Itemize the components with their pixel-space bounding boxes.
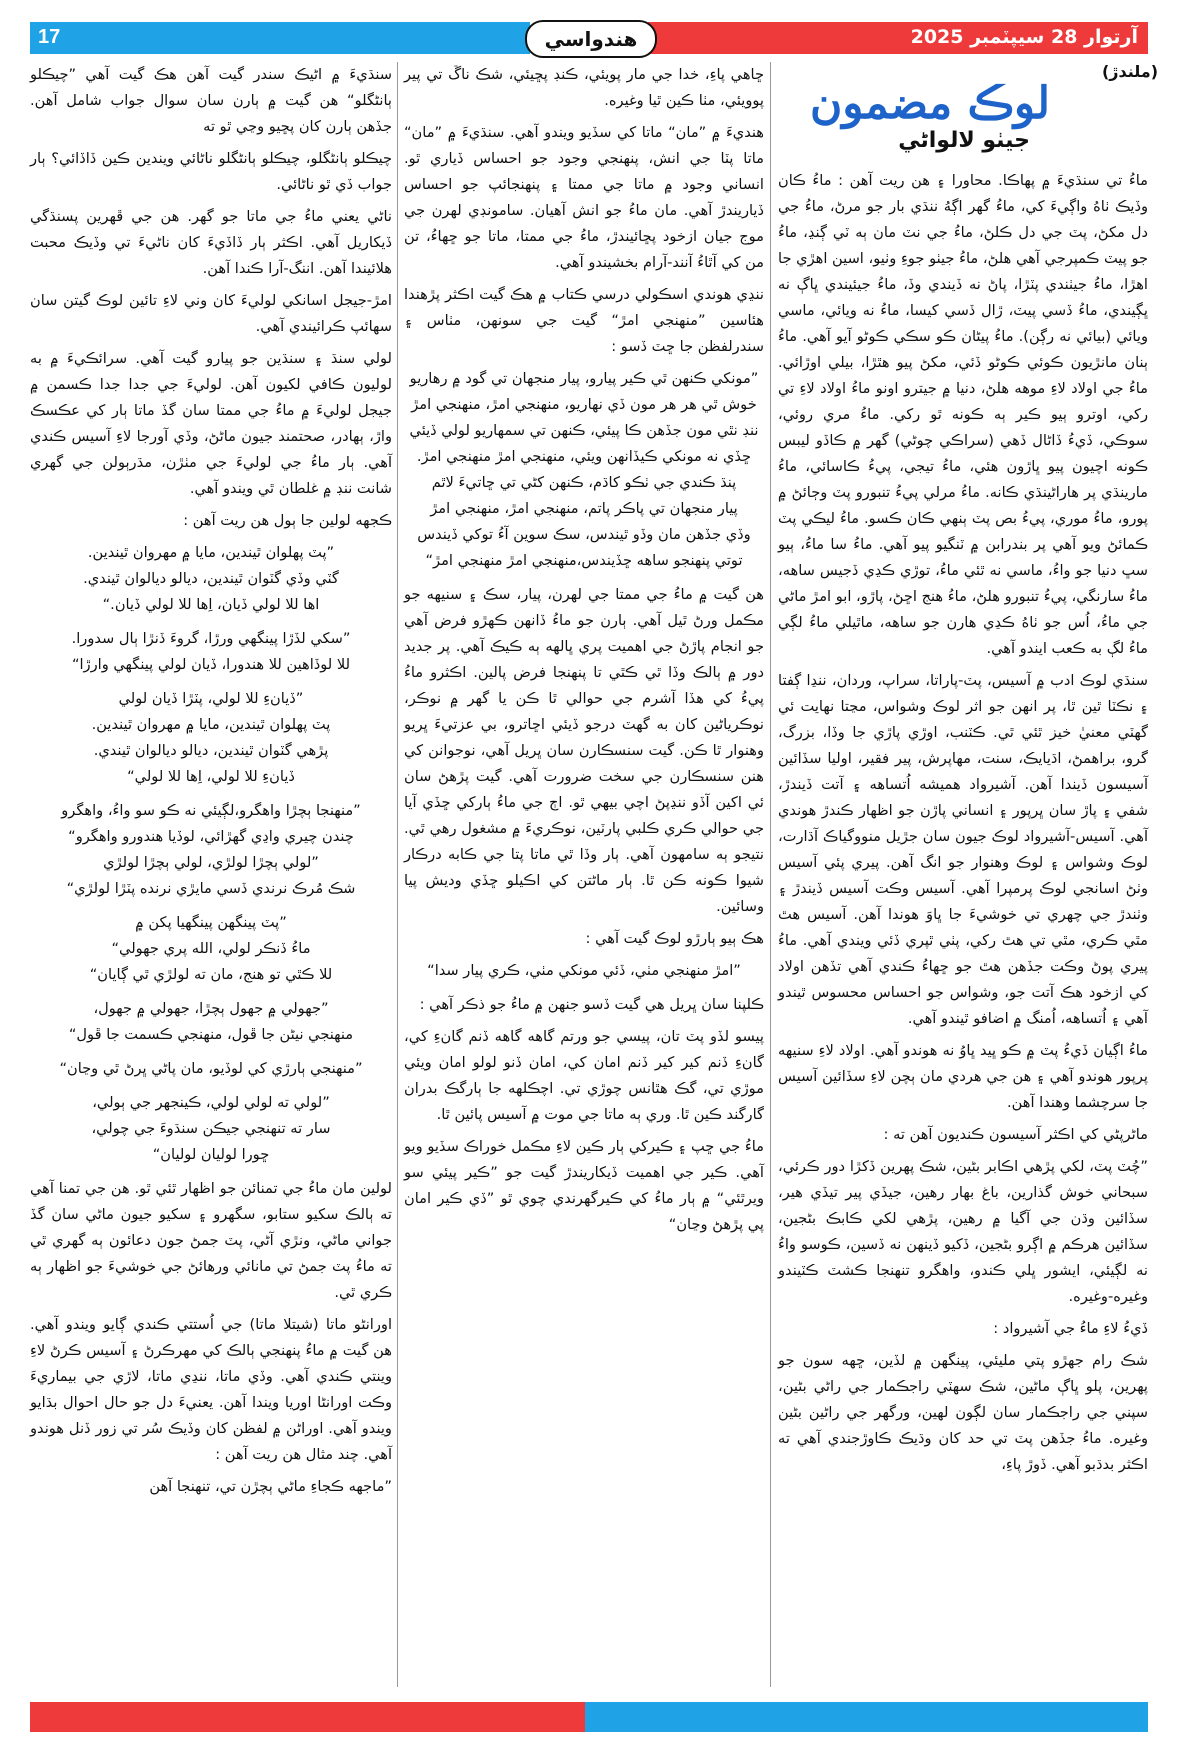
- poem-block: [30, 686, 392, 790]
- poem-line: ”منهنجي ٻارڙي کي لوڏيو، مان پاڻي ڀرڻ ٿي وڃان“: [59, 1060, 363, 1077]
- footer-bar-right: [585, 1702, 1148, 1732]
- poem-line: ”امڙ منهنجي مٺي، ڏئي مونکي مٺي، ڪري پيار سدا“: [427, 962, 741, 979]
- poem-line: ماءُ ڏنڪر لولي، الله پري جهولي“: [111, 940, 311, 957]
- paragraph: ”چُٽ پٽ، لکي پڙهي اڪابر بڻين، شڪ پهرين ڏکڙا دور ڪرئي، سبحاني خوش گذارين، باغ بهار رهين، جيڏي پير تيڏي هير، سڏائين وڌن جي آگيا ۾ رهين، پڙهي لکي ڪابڪ بڻجين، سڏائين هرڪم ۾ اڳرو بڻجين، ڏکيو ڏينهن نه ڏسين، ڪوسو واءُ نه لڳيئي، ايشور ڀلي ڪندو، واهگرو تنهنجا ڪشٽ ڪٽيندو وغيره-وغيره.: [778, 1158, 1148, 1305]
- poem-block: [404, 958, 764, 984]
- poem-line: شڪ مُرڪ نرندي ڏسي مايڙي نرنده پٽڙا لولڙي“: [66, 880, 356, 897]
- paragraph: هن گيت ۾ ماءُ جي ممتا جي لهرن، پيار، سڪ ۽ سنيهه جو مڪمل ورڻ ٿيل آهي. ٻارن جو ماءُ ڏانهن ڪهڙو فرض آهي جو انجام پاڙڻ جي اهميت پري ڀالهه ٻه ڪيڪ آهي. پر جديد دور ۾ ٻالڪ وڏا ٿي ڪٿي تا پنهنجا فرض پالين. اڪثرو ماءُ پيءُ کي هڏا آشرم جي حوالي ٿا ڪن يا گهر ۾ نوڪر، نوڪرياڻين کان به گهٽ درجو ڏيئي اڇاترو، بي عزتيءَ ڀريو وهنوار ٿا ڪن. گيت سنسڪارن سان ڀريل آهي، نوجوانن کي هنن سنسڪارن جي سخت ضرورت آهي. گيت پڙهڻ سان ئي اکين آڏو ننڍپڻ اچي بيهي ٿو. اڄ جي ماءُ ٻارکي ڇڏي آيا جي حوالي ڪري ڪلبي پارٽين، نوڪريءَ ۾ مشغول رهي ٿي. نتيجو ٻه سامهون آهي. ٻار وڏا ٿي ماتا پتا جي ڪابه درڪار شيوا ڪونه ڪن ٿا. ٻار ماڻتن کي اڪيلو ڇڏي وديش پيا وسائين.: [404, 586, 764, 915]
- poem-line: توتي پنهنجو ساهه ڇڏيندس،منهنجي امڙ منهنجي امڙ“: [425, 552, 743, 569]
- paragraph: پيسو لڏو پٽ تان، پيسي جو ورتم گاهه گاهه ڏنم گانءِ کي، گانءِ ڏنم کير کير ڏنم امان کي، امان ڏنو لولو امان ويئي موڙي تي، گڪ هٿانس چوڙي تي. اچڪلهه جا ٻارگڪ بدران گارگند ڪين ٿا. وري ٻه ماتا جي موت ۾ آسيس پائين ٿا.: [404, 1028, 764, 1123]
- poem-line: پڙهي گٽوان ٿيندين، ديالو ديالوان ٿيندي.: [93, 742, 329, 759]
- poem-line: اها للا لولي ڏيان، اِها للا لولي ڏيان.“: [102, 596, 320, 613]
- column-divider: [397, 62, 398, 1687]
- paragraph: ڪلپنا سان ڀريل هي گيت ڏسو جنهن ۾ ماءُ جو ذڪر آهي :: [419, 996, 764, 1013]
- article-title: لوڪ مضمون: [809, 78, 1050, 129]
- poem-line: چندن چيري واڍي گهڙائي، لوڏيا هندورو واهگرو“: [68, 828, 354, 845]
- paragraph: ڏيءُ لاءِ ماءُ جي آشيرواد :: [993, 1320, 1148, 1337]
- poem-line: ڏيانءِ للا لولي، اِها للا لولي“: [127, 768, 295, 785]
- poem-line: خوش ٿي هر هر مون ڏي نهاريو، منهنجي امڙ، منهنجي امڙ: [411, 396, 757, 413]
- poem-line: پٽ پهلوان ٿيندين، مايا ۾ مهروان ٿيندين.: [91, 716, 331, 733]
- poem-line: للا ڪٿي تو هنج، مان ته لولڙي ٿي ڳايان“: [89, 966, 333, 983]
- column-left: [30, 62, 392, 1506]
- paragraph: ماءُ تي سنڌيءَ ۾ پهاڪا. محاورا ۽ هن ريت آهن : ماءُ ڪان وڏيڪ ٺاهُ واڳيءَ کي، ماءُ گهر اڳهُ ننڌي بار جو مرڻ، ماءُ جي دل مکڻ، پٽ جي دل ڪلڻ، ماءُ جي نٽ مان ٻه ٽي ڳنڍ، ماءُ جو پيٽ ڪمپرجي آهي هلڻ، ماءُ جيٺو جوءِ وٺيو، اسين اهڙي جا اهڙا، ماءُ جيٺندي پٽڙا، پاڻ نه ڏيندي وڏ، ماءُ جيئيندي ڀاڳ نه ڀڳيندي، ماءُ ڏسي پيٽ، ڙال ڏسي کيسا، ماءُ نه ويائي، ماسي ويائي (بيائي نه رڳن). ماءُ پيڻان ڪو سڪي ڪوڻو آيو آهي. ماءُ ٻنان مانڙيون ڪوئي ڪوڻو ڏئي، مکڻ پيو هٿڙا، بيلي اوڙائي. ماءُ جي اولاد لاءِ موهه هلڻ، دنيا ۾ جيترو اونو ماءُ اولاد لاءِ تي رکي، اوترو ٻيو ڪير ٻه ڪونه ٿو رکي. ماءُ مري روئي، سوڪي، ڏيءُ ڏاڻال ڏهي (سراڪي چوڻي) گهر ۾ ڪاڏو ليبس ڪونه اچيون پيو ڀاڙون هئي، ماءُ تيجي، پيءُ ڪاسائي، ماءُ مارينڌي پر هاراڻينڌي ڪانه. ماءُ مرلي پيءُ تنبورو پٽ وڄائڻ ۾ پورو، ماءُ موري، پيءُ بص پٽ ٻنهي ڪان ڪسو. ماءُ ليڪي پٽ ڪمائڻ ويو آهي پر بندرابن ۾ ٽنگيو پيو آهي. ماءُ سا ماءُ، ٻيو سڀ دنيا جو واءُ، ماسي نه ٿئي ماءُ، توڙي ڪڍي ڏجيس ساهه، ماءُ سارنگي، پيءُ تنبورو هلڻ، ماءُ هنج اڇڻ، پاڙو، ابو امڙ ماڻي جي ماءُ، اُس جو ٺاهُ ڪڍي هارن جو ساهه، ماٿيلي ماءُ لڳي ماءُ لڳ به ڪعب ايندو آهي.: [778, 172, 1148, 657]
- poem-line: ”مونکي ڪنهن ٿي ڪير پيارو، پيار منجهان تي گود ۾ رهاريو: [409, 370, 759, 387]
- paragraph: لولين مان ماءُ جي تمنائن جو اظهار ٿئي ٿو. هن جي تمنا آهي ته ٻالڪ سکيو ستابو، سگهرو ۽ سکيو جيون ماڻي سان گڏ جواني ماڻي، ونڙي آڻي، پٽ جمڻ جون دعائون ٻه گهري ٿي ته ماءُ پٽ جمڻ تي مانائي ورهائڻ جي خوشيءَ جو اظهار ٻه ڪري ٿي.: [30, 1180, 392, 1301]
- paragraph: هنديءَ ۾ ”مان“ ماتا کي سڏيو ويندو آهي. سنڌيءَ ۾ ”مان“ ماتا پٽا جي انش، پنهنجي وجود جو احساس ڏياري ٿو. انساني وجود ۾ ماتا جي ممتا ۽ پنهنجائپ جو احساس ڏياريندڙ آهي. مان ماءُ جو انش آهيان. سامونڊي لهرن جي موج جيان ازخود پڇائيندڙ، ماءُ جي ممتا، ماتا جو ڇهاءُ، تن من کي آٿاءُ آنند-آرام بخشيندو آهي.: [404, 124, 764, 271]
- poem-block: [30, 798, 392, 902]
- article-author: جيٺو لالواڻي: [898, 128, 1030, 153]
- paragraph: لولي سنڌ ۽ سنڌين جو پيارو گيت آهي. سرائڪيءَ ۾ به لوليون ڪافي لکيون آهن. لوليءَ جي جدا جدا ڪسمن ۾ جيجل لوليءَ ۾ ماءُ جي ممتا سان گڏ ماتا ٻار کي عڪسڪ واڙ، ٻهادر، صحتمند جيون ماڻڻ، وڏي آورجا لاءِ آسيس ڪندي آهي. ٻار ماءُ جي لوليءَ جي مٺڙن، مڌرٻولن جي گهري شانت ننڊ ۾ غلطان ٿي ويندو آهي.: [30, 350, 392, 497]
- paragraph: سنڌيءَ ۾ اڻيڪ سندر گيت آهن هڪ گيت آهي ”چيڪلو ٻانڻگلو“ هن گيت ۾ ٻارن سان سوال جواب شامل آهن. جڏهن ٻارن کان پڇيو وڃي ٿو ته: [30, 66, 392, 135]
- footer-bar-left: [30, 1702, 585, 1732]
- issue-date: آرتوار 28 سيپٽمبر 2025: [910, 26, 1138, 48]
- poem-line: پنڌ ڪندي جي ٺڪو کاڌم، ڪنهن کڻي تي ڇاتيءَ لاٿم: [431, 474, 737, 491]
- page-footer: [30, 1702, 1148, 1732]
- paragraph: اورانڻو ماتا (شيتلا ماتا) جي اُستتي ڪندي ڳايو ويندو آهي. هن گيت ۾ ماءُ پنهنجي ٻالڪ کي مهرڪرڻ ۽ آسيس ڪرڻ لاءِ وينتي ڪندي آهي. وڏي ماتا، ننڍي ماتا، لاڙي جي بيماريءَ وڪت اورانڻا اوريا ويندا آهن. يعنيءَ دل جو حال احوال بڌايو ويندو آهي. اوراڻن ۾ لفظن کان وڏيڪ سُر تي زور ڏنل هوندو آهي. چند مثال هن ريت آهن :: [30, 1316, 392, 1463]
- poem-line: ”پٽ پهلوان ٿيندين، مايا ۾ مهروان ٿيندين.: [87, 544, 335, 561]
- poem-block: [30, 996, 392, 1048]
- poem-line: ”منهنجا ٻچڙا واهگرو،لڳيئي نه ڪو سو واءُ، واهگرو: [61, 802, 361, 819]
- poem-line: ننڊ نٿي مون جڏهن ڪا پيئي، ڪنهن تي سمهاريو لولي ڏيئي: [409, 422, 759, 439]
- paragraph: ماءُ اڳيان ڏيءُ پٽ ۾ ڪو ڀيد ڀاوُ نه هوندو آهي. اولاد لاءِ سنيهه پرپور هوندو آهي ۽ هن جي هردي مان ٻچن لاءِ سڏائين آسيس جا سرچشما وهندا آهن.: [778, 1042, 1148, 1111]
- poem-line: وڏي جڏهن مان وڏو ٿيندس، سڪ سوين آءُ توکي ڏيندس: [417, 526, 751, 543]
- column-middle: [404, 62, 764, 1244]
- poem-block: [30, 540, 392, 618]
- poem-line: ڇورا لوليان لوليان“: [152, 1146, 270, 1163]
- paragraph: ”ماجهه ڪجاءِ ماڻي ٻچڙن تي، تنهنجا آهن: [149, 1478, 392, 1495]
- masthead-logo: هندواسي: [525, 20, 657, 58]
- poem-line: گٽي وڏي گٽوان ٿيندين، ديالو ديالوان ٿيندي.: [83, 570, 339, 587]
- poem-line: سار ته تنهنجي جيڪن سنڌوءَ جي چولي،: [91, 1120, 331, 1137]
- paragraph: سنڌي لوڪ ادب ۾ آسيس، پٽ-پاراتا، سراپ، وردان، ننڍا ڳفتا ۽ نڪٽا ٿين ٿا، پر انهن جو اثر لوڪ وشواس، مڃتا نهايت ئي گهٽي معنيٰ خيز ٿئي ٿي. ڪٽنب، اوڙي پاڙي جا وڏا، بزرگ، گرو، براهمڻ، اڌيايڪ، سنت، مهاپرش، پير فقير، اوليا سڏائين آسيسون ڏيندا آهن. آشيرواد هميشه اُتساهه ۽ آتت ڏيندڙ، شفي ۽ پاڙ سان ڀرپور ۽ انساني پاڙن جو اظهار ڪندڙ هوندي آهي. آسيس-آشيرواد لوڪ جيون سان جڙيل منووگياڪ آڌارت، لوڪ وشواس ۽ لوڪ وهنوار جو انگ آهن. پيري پئي آسيس وٺڻ اسانجي لوڪ پرمپرا آهي. آسيس وڪت آسيس ڏيندڙ ۽ وٺندڙ جي چهري تي خوشيءَ جا ڀاوَ هوندا آهن. آسيس هٿ مٿي ڪري، مٿي تي هٿ رکي، پٺي ٿپري ڏئي ويندي آهي. ماءُ پيري پوڻ وڪت جڏهن هٿ جو ڇهاءُ ڪندي آهي تڏهن اولاد کي ازخود هڪ آتت جو، وشواس جو احساس محسوس ٿيندو آهي ۽ اُتساهه، اُمنگ ۾ اضافو ٿيندو آهي.: [778, 672, 1148, 1027]
- paragraph: امڙ-جيجل اسانکي لوليءَ کان وني لاءِ تائين لوڪ گيتن سان سهائپ ڪرائيندي آهي.: [30, 292, 392, 335]
- page-number: 17: [38, 26, 61, 48]
- poem-block: [30, 626, 392, 678]
- column-divider: [770, 62, 771, 1687]
- poem-block: [30, 1090, 392, 1168]
- poem-line: منهنجي نيڻن جا ڦول، منهنجي ڪسمت جا ڦول“: [68, 1026, 354, 1043]
- page-header: [30, 22, 1148, 54]
- paragraph: ناڻي يعني ماءُ جي ماتا جو گهر. هن جي ڦهرين پسنڌگي ڏيکاريل آهي. اڪثر ٻار ڏاڏيءَ کان ناڻيءَ تي وڏيڪ محبت هلائيندا آهن. اننگ-آرا ڪندا آهن.: [30, 208, 392, 277]
- paragraph: ڪجهه لولين جا ٻول هن ريت آهن :: [183, 512, 392, 529]
- poem-line: للا لوڏاهين للا هندورا، ڏيان لولي پينگهي وارڙا“: [71, 656, 351, 673]
- paragraph: ڇاهي پاءِ، خدا جي مار پويئي، ڪنڊ پڇيئي، شڪ ناڱ تي پير پوويئي، مٺا ڪين ٿيا وغيره.: [404, 66, 764, 109]
- header-bar-left: [30, 22, 530, 54]
- paragraph: شڪ رام جهڙو پتي مليئي، پينگهن ۾ لڏين، ڇهه سون جو پهرين، پلو ڀاڳ ماڻين، شڪ سهٽي راجڪمار جي راڻي بڻين، سپني جي راجڪمار سان لڳون لهين، ورگهر جي راڻين بڻين وغيره. ماءُ جڏهن پٽ تي حد کان وڌيڪ ڪاوڙجندي آهي ته اڪثر بدڌبو آهي. ڏوڙ پاءِ،: [778, 1352, 1148, 1473]
- poem-line: پيار منجهان تي پاڪر پاتم، منهنجي امڙ، منهنجي امڙ: [430, 500, 738, 517]
- poem-line: ڇڏي نه مونکي ڪيڏانهن ويئي، منهنجي امڙ منهنجي امڙ.: [416, 448, 752, 465]
- poem-block: [404, 366, 764, 574]
- paragraph: ماءُ جي ڇپ ۽ ڪيرکي ٻار ڪين لاءِ مڪمل خوراڪ سڏيو ويو آهي. ڪير جي اهميت ڏيکاريندڙ گيت جو ”ڪير پيئي سو ويرٿئي“ ۾ ٻار ماءُ کي ڪيرگهرندي چوي ٿو ”ڏي ڪير امان پي پڙهڻ وڃان“: [404, 1138, 764, 1233]
- paragraph: ننڍي هوندي اسڪولي درسي ڪتاب ۾ هڪ گيت اڪثر پڙهندا هئاسين ”منهنجي امڙ“ گيت جي سونهن، مٺاس ۽ سندرلفظن جا ڇٽ ڏسو :: [404, 286, 764, 355]
- poem-line: ”پٽ پينگهن پينگهيا پکن ۾: [135, 914, 287, 931]
- poem-line: ”لولي ته لولي لولي، ڪينجهر جي ٻولي،: [92, 1094, 330, 1111]
- paragraph: هڪ ٻيو ٻارڙو لوڪ گيت آهي :: [585, 930, 764, 947]
- poem-line: ”سکي لڏڙا پينگهي ورڙا، گروءَ ڏنڙا ٻال سدورا.: [71, 630, 351, 647]
- poem-line: ”لولي ٻچڙا لولڙي، لولي ٻچڙا لولڙي: [103, 854, 319, 871]
- paragraph: چيڪلو ٻانڻگلو، چيڪلو ٻانڻگلو ناڻائي ويندين ڪين ڏاڏائي؟ ٻار جواب ڏي ٿو ناڻائي.: [30, 150, 392, 193]
- paragraph: ماڻرپڻي کي اڪثر آسيسون ڪنديون آهن ته :: [883, 1126, 1148, 1143]
- poem-block: [30, 1056, 392, 1082]
- continued-tag: (ملندڙ): [1101, 62, 1158, 81]
- poem-block: [30, 910, 392, 988]
- poem-line: ”جهولي ۾ جهول ٻچڙا، جهولي ۾ جهول،: [93, 1000, 329, 1017]
- column-right: [778, 168, 1148, 1484]
- poem-line: ”ڏيانءِ للا لولي، پٽڙا ڏيان لولي: [118, 690, 304, 707]
